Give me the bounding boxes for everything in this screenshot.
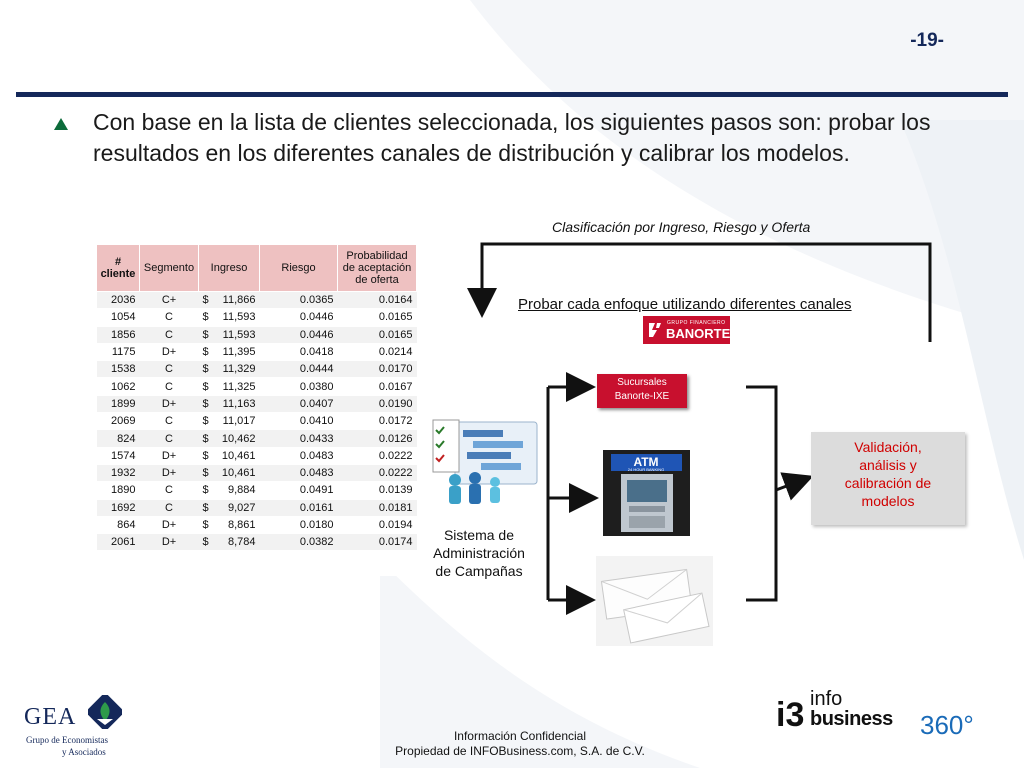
cell-ingreso-value: 11,329 [222,363,256,376]
cell-ingreso-value: 11,017 [222,415,256,428]
validation-line4: modelos [861,493,915,509]
cell-cliente: 1692 [97,499,140,516]
cell-cliente: 864 [97,516,140,533]
page-number: -19- [910,30,944,51]
intro-paragraph: Con base en la lista de clientes seleccionada, los siguientes pasos son: probar los resultados en los diferentes canales de distribución y calibrar los modelos. [93,109,931,166]
cell-ingreso-currency: $ [202,294,209,307]
cell-segmento: C [140,413,199,430]
cell-segmento: C [140,361,199,378]
info-i3-text: i3 [776,696,805,734]
cell-ingreso-currency: $ [202,519,209,531]
cell-ingreso-currency: $ [202,363,209,376]
cell-ingreso-value: 11,395 [222,346,256,359]
cell-riesgo: 0.0161 [260,499,338,516]
cell-cliente: 2069 [97,413,140,430]
cell-riesgo: 0.0407 [260,395,338,412]
cell-segmento: C [140,430,199,447]
header-ingreso-label: Ingreso [210,262,248,274]
cell-ingreso-currency: $ [202,432,209,445]
sucursales-line1: Sucursales [617,377,667,388]
cell-riesgo: 0.0365 [260,292,338,309]
infobusiness-logo [770,684,978,742]
cell-segmento: D+ [140,464,199,481]
header-probabilidad-label: Probabilidad de aceptación de oferta [342,250,412,286]
cell-probabilidad: 0.0164 [338,292,417,309]
cell-ingreso-currency: $ [202,346,209,359]
cell-segmento: D+ [140,395,199,412]
cell-cliente: 1538 [97,361,140,378]
gea-emblem-icon [88,695,122,729]
cell-probabilidad: 0.0165 [338,326,417,343]
banorte-small-text: GRUPO FINANCIERO [667,320,726,326]
cell-ingreso-value: 10,461 [221,467,256,480]
campaign-line1: Sistema de [443,527,515,543]
cell-probabilidad: 0.0167 [338,378,417,395]
cell-riesgo: 0.0446 [260,326,338,343]
cell-riesgo: 0.0483 [260,464,338,481]
cell-probabilidad: 0.0170 [338,361,417,378]
cell-probabilidad: 0.0172 [338,413,417,430]
cell-ingreso-currency: $ [202,328,209,341]
cell-cliente: 1899 [97,395,140,412]
cell-ingreso-value: 11,593 [222,311,256,324]
validation-box [811,432,965,525]
cell-ingreso-value: 11,593 [222,328,256,341]
cell-ingreso-currency: $ [202,467,209,480]
banorte-mark-icon [647,321,663,339]
footer-line1: Información Confidencial [453,729,587,743]
gea-logo-text: GEA [24,704,77,730]
cell-probabilidad: 0.0190 [338,395,417,412]
cell-ingreso-value: 11,325 [222,380,256,393]
campaign-line2: Administración [433,545,525,561]
cell-segmento: D+ [140,447,199,464]
cell-riesgo: 0.0410 [260,413,338,430]
cell-ingreso-value: 10,462 [221,432,256,445]
cell-cliente: 1890 [97,482,140,499]
cell-riesgo: 0.0380 [260,378,338,395]
cell-probabilidad: 0.0194 [338,516,417,533]
cell-riesgo: 0.0444 [260,361,338,378]
cell-probabilidad: 0.0222 [338,464,417,481]
banorte-logo [643,316,730,344]
cell-segmento: C [140,309,199,326]
cell-riesgo: 0.0483 [260,447,338,464]
cell-ingreso-currency: $ [202,484,209,497]
cell-segmento: C [140,482,199,499]
cell-segmento: C [140,378,199,395]
cell-ingreso-currency: $ [202,501,209,514]
cell-ingreso-value: 11,866 [222,294,256,307]
cell-ingreso-value: 8,861 [227,519,256,531]
cell-ingreso-currency: $ [202,311,209,324]
cell-segmento: D+ [140,343,199,360]
cell-ingreso-currency: $ [202,449,209,462]
envelopes-icon [596,556,713,646]
cell-cliente: 1175 [97,343,140,360]
campaign-system-label [424,526,534,580]
cell-ingreso-currency: $ [202,397,209,410]
campaign-management-icon [425,416,540,508]
cell-cliente: 1062 [97,378,140,395]
info-text: info [810,688,843,710]
header-cliente-label: # cliente [100,256,136,280]
cell-ingreso-value: 9,884 [227,484,256,497]
campaign-line3: de Campañas [435,563,523,579]
cell-ingreso-currency: $ [202,536,209,549]
cell-probabilidad: 0.0139 [338,482,417,499]
cell-probabilidad: 0.0174 [338,534,417,551]
cell-riesgo: 0.0418 [260,343,338,360]
cell-probabilidad: 0.0126 [338,430,417,447]
test-channels-label: Probar cada enfoque utilizando diferentes canales [518,296,852,313]
sucursales-box [597,374,687,408]
business-text: business [810,708,893,730]
cell-ingreso-value: 9,027 [227,501,256,514]
cell-riesgo: 0.0180 [260,516,338,533]
cell-segmento: D+ [140,516,199,533]
cell-probabilidad: 0.0165 [338,309,417,326]
cell-ingreso-value: 8,784 [227,536,256,549]
cell-ingreso-currency: $ [202,415,209,428]
cell-ingreso-value: 11,163 [222,397,256,410]
cell-cliente: 2061 [97,534,140,551]
cell-cliente: 1856 [97,326,140,343]
cell-probabilidad: 0.0181 [338,499,417,516]
gea-subtitle-1: Grupo de Economistas [26,735,108,745]
footer [340,729,700,759]
cell-probabilidad: 0.0214 [338,343,417,360]
cell-segmento: C [140,499,199,516]
info-360-text: 360° [920,710,974,740]
header-riesgo-label: Riesgo [281,262,316,274]
cell-cliente: 1574 [97,447,140,464]
cell-riesgo: 0.0446 [260,309,338,326]
atm-sub-label: 24 HOUR BANKING [627,467,665,472]
cell-cliente: 1932 [97,464,140,481]
cell-riesgo: 0.0491 [260,482,338,499]
cell-segmento: C+ [140,292,199,309]
cell-probabilidad: 0.0222 [338,447,417,464]
validation-line2: análisis y [859,457,917,473]
header-segmento-label: Segmento [143,262,195,274]
cell-ingreso-value: 10,461 [221,449,256,462]
footer-line2: Propiedad de INFOBusiness.com, S.A. de C.V. [395,744,645,758]
atm-label: ATM [633,455,659,469]
cell-cliente: 2036 [97,292,140,309]
cell-segmento: D+ [140,534,199,551]
cell-ingreso-currency: $ [202,380,209,393]
cell-riesgo: 0.0382 [260,534,338,551]
cell-riesgo: 0.0433 [260,430,338,447]
cell-cliente: 824 [97,430,140,447]
atm-icon [603,450,690,536]
cell-cliente: 1054 [97,309,140,326]
validation-line3: calibración de [844,475,932,491]
validation-line1: Validación, [854,439,922,455]
cell-segmento: C [140,326,199,343]
gea-subtitle-2: y Asociados [62,747,106,757]
sucursales-line2: Banorte-IXE [614,391,670,402]
banorte-name: BANORTE [666,326,731,341]
flow-caption: Clasificación por Ingreso, Riesgo y Oferta [552,219,811,235]
